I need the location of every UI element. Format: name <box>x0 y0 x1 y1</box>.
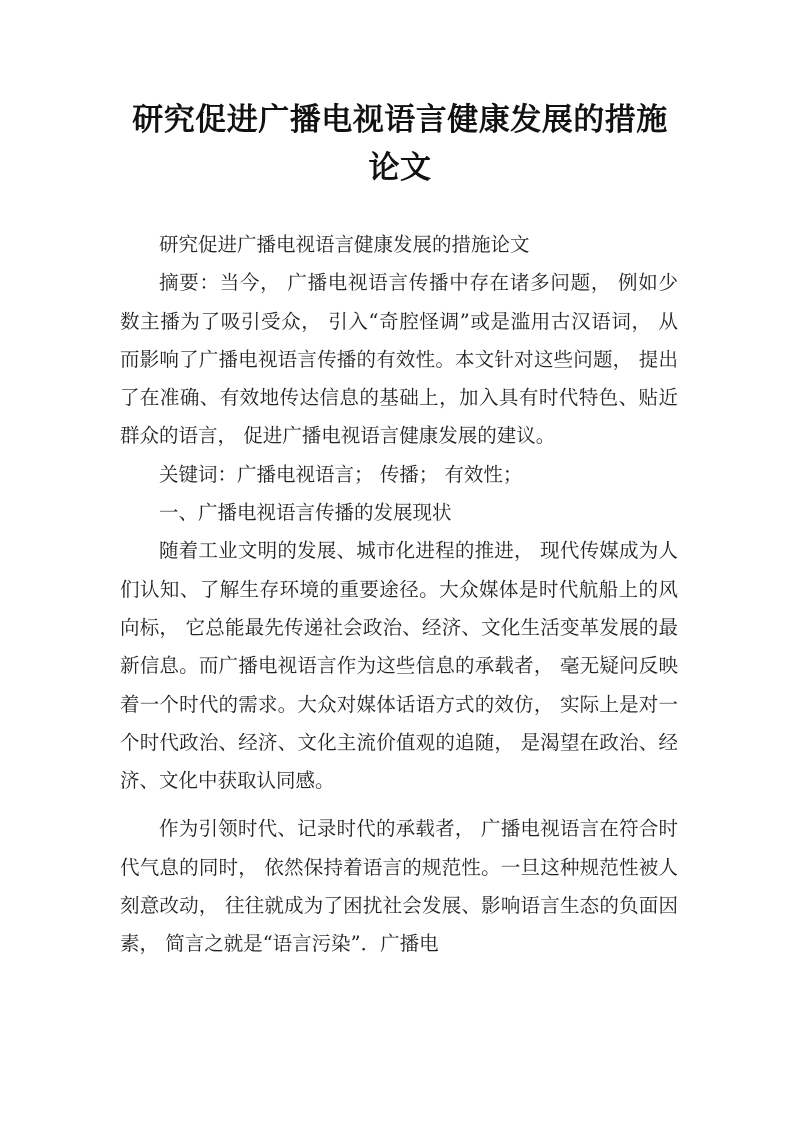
document-title: 研究促进广播电视语言健康发展的措施论文 <box>132 102 668 186</box>
paragraph-keywords: 关键词：广播电视语言； 传播； 有效性； <box>159 462 523 486</box>
paragraph-heading-repeat: 研究促进广播电视语言健康发展的措施论文 <box>159 233 530 256</box>
paragraph-body: 作为引领时代、记录时代的承载者， 广播电视语言在符合时代气息的同时， 依然保持着语言的规范性。一旦这种规范性被人刻意改动， 往往就成为了困扰社会发展、影响语言生态的负面因素， 简言之就是“语言污染”．广播电 <box>120 817 678 956</box>
paragraph-abstract: 摘要：当今， 广播电视语言传播中存在诸多问题， 例如少数主播为了吸引受众， 引入“奇腔怪调”或是滥用古汉语词， 从而影响了广播电视语言传播的有效性。本文针对这些问题， 提出了在准确、有效地传达信息的基础上，加入具有时代特色、贴近群众的语言， 促进广播电视语言健康发展的建议。 <box>120 271 678 448</box>
document-body <box>120 226 678 964</box>
paragraph-body: 随着工业文明的发展、城市化进程的推进， 现代传媒成为人们认知、了解生存环境的重要途径。大众媒体是时代航船上的风向标， 它总能最先传递社会政治、经济、文化生活变革发展的最新信息。而广播电视语言作为这些信息的承载者， 毫无疑问反映着一个时代的需求。大众对媒体话语方式的效仿， 实际上是对一个时代政治、经济、文化主流价值观的追随， 是渴望在政治、经济、文化中获取认同感。 <box>120 539 678 793</box>
section-heading: 一、广播电视语言传播的发展现状 <box>159 501 452 525</box>
